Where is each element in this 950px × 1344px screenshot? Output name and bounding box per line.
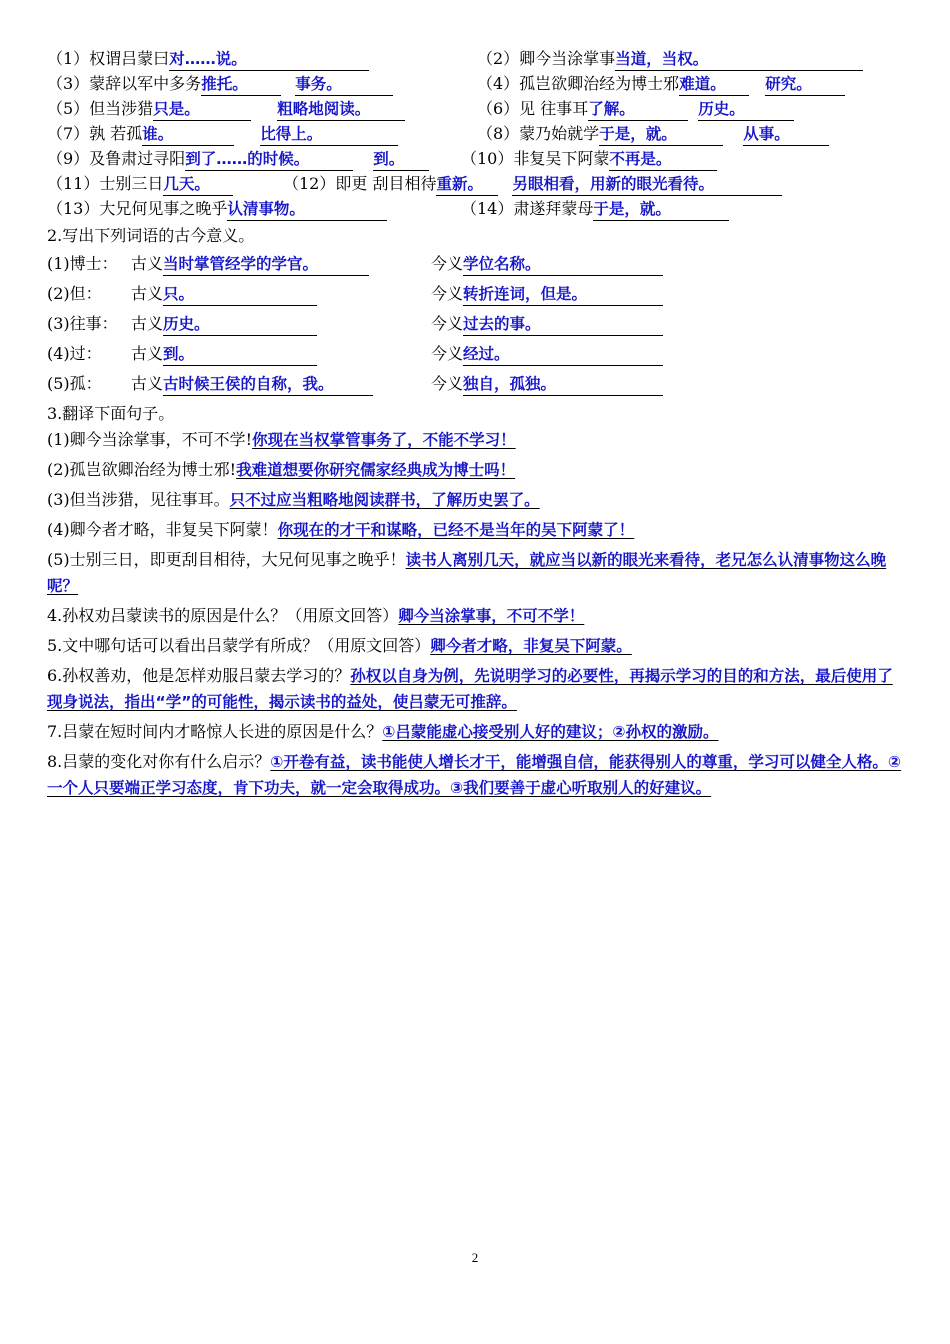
answer-blank: 推托。: [201, 74, 281, 96]
question-answer: ①开卷有益，读书能使人增长才干，能增强自信，能获得别人的尊重，学习可以健全人格。②一个人只要端正学习态度，肯下功夫，就一定会取得成功。③我们要善于虚心听取别人的好建议。: [47, 753, 902, 797]
explain-item: [47, 71, 393, 96]
section-ancient-modern: [47, 223, 907, 399]
question-item: [47, 603, 907, 629]
explain-row: [47, 171, 907, 196]
section-translation: [47, 401, 907, 599]
translation-answer: 我难道想要你研究儒家经典成为博士吗！: [236, 461, 516, 479]
explain-row: [47, 146, 907, 171]
explain-item: [461, 146, 717, 171]
question-answer: ①吕蒙能虚心接受别人好的建议；②孙权的激励。: [382, 723, 719, 741]
meaning-row: [47, 339, 907, 369]
modern-meaning: 经过。: [463, 344, 663, 366]
word-label: (3)往事：: [47, 314, 118, 333]
ancient-meaning: 当时掌管经学的学官。: [163, 254, 369, 276]
question-text: （4）孤岂欲卿治经为博士邪: [477, 74, 680, 93]
explain-item: [283, 171, 782, 196]
answer-blank: 于是，就。: [599, 124, 723, 146]
ancient-label: 古义: [131, 284, 164, 303]
modern-meaning: 独自，孤独。: [463, 374, 663, 396]
modern-meaning: 转折连词，但是。: [463, 284, 663, 306]
page-number: 2: [471, 1250, 479, 1265]
question-item: [47, 633, 907, 659]
answer-blank: 到。: [373, 149, 429, 171]
answer-blank: 粗略地阅读。: [277, 99, 405, 121]
question-text: 5.文中哪句话可以看出吕蒙学有所成？（用原文回答）: [47, 636, 431, 655]
answer-blank: 从事。: [743, 124, 829, 146]
explain-item: [47, 121, 398, 146]
question-item: [47, 719, 907, 745]
answer-blank: 事务。: [295, 74, 393, 96]
question-text: （1）权谓吕蒙曰: [47, 49, 170, 68]
word-label: (2)但：: [47, 284, 102, 303]
question-text: （8）蒙乃始就学: [477, 124, 600, 143]
translation-item: [47, 517, 907, 543]
section-questions: [47, 603, 907, 801]
question-text: 8.吕蒙的变化对你有什么启示？: [47, 752, 271, 771]
meaning-row: [47, 309, 907, 339]
explain-item: [47, 96, 405, 121]
answer-blank: 谁。: [142, 124, 234, 146]
explain-item: [477, 71, 845, 96]
question-text: （3）蒙辞以军中多务: [47, 74, 202, 93]
explain-row: [47, 96, 907, 121]
ancient-label: 古义: [131, 254, 164, 273]
question-item: [47, 749, 907, 801]
explain-item: [477, 96, 794, 121]
question-text: （10）非复吴下阿蒙: [461, 149, 610, 168]
explain-row: [47, 196, 907, 221]
ancient-meaning: 只。: [163, 284, 317, 306]
sentence: (1)卿今当涂掌事，不可不学!: [47, 430, 253, 449]
modern-meaning: 学位名称。: [463, 254, 663, 276]
answer-blank: 对……说。: [169, 49, 369, 71]
explain-item: [461, 196, 729, 221]
ancient-meaning: 到。: [163, 344, 317, 366]
explain-row: [47, 121, 907, 146]
ancient-meaning: 历史。: [163, 314, 317, 336]
sentence: (5)士别三日，即更刮目相待，大兄何见事之晚乎！: [47, 550, 406, 569]
sentence: (3)但当涉猎，见往事耳。: [47, 490, 230, 509]
explain-row: [47, 71, 907, 96]
explain-row: [47, 46, 907, 71]
translation-item: [47, 457, 907, 483]
question-text: （5）但当涉猎: [47, 99, 154, 118]
explain-item: [47, 171, 233, 196]
answer-blank: 不再是。: [609, 149, 717, 171]
answer-blank: 了解。: [588, 99, 688, 121]
answer-blank: 重新。: [436, 174, 498, 196]
ancient-meaning: 古时候王侯的自称，我。: [163, 374, 373, 396]
answer-blank: 比得上。: [260, 124, 398, 146]
ancient-label: 古义: [131, 374, 164, 393]
sentence: (2)孤岂欲卿治经为博士邪!: [47, 460, 237, 479]
question-text: 7.吕蒙在短时间内才略惊人长进的原因是什么？: [47, 722, 383, 741]
answer-blank: 几天。: [163, 174, 233, 196]
translation-item: [47, 547, 907, 599]
translation-answer: 你现在的才干和谋略，已经不是当年的吴下阿蒙了！: [277, 521, 635, 539]
meaning-row: [47, 279, 907, 309]
answer-blank: 难道。: [679, 74, 749, 96]
question-text: （11）士别三日: [47, 174, 164, 193]
modern-label: 今义: [431, 314, 464, 333]
translation-item: [47, 487, 907, 513]
question-text: （12）即更 刮目相待: [283, 174, 437, 193]
answer-blank: 另眼相看，用新的眼光看待。: [512, 174, 782, 196]
section-title: 3.翻译下面句子。: [47, 404, 175, 423]
meaning-row: [47, 249, 907, 279]
modern-meaning: 过去的事。: [463, 314, 663, 336]
word-label: (4)过：: [47, 344, 102, 363]
answer-blank: 认清事物。: [227, 199, 387, 221]
question-text: （7）孰 若孤: [47, 124, 143, 143]
question-text: （9）及鲁肃过寻阳: [47, 149, 186, 168]
explain-item: [47, 196, 387, 221]
question-text: （2）卿今当涂掌事: [477, 49, 616, 68]
answer-blank: 于是，就。: [593, 199, 729, 221]
worksheet-page: [47, 46, 907, 805]
modern-label: 今义: [431, 284, 464, 303]
translation-answer: 你现在当权掌管事务了，不能不学习！: [252, 431, 516, 449]
sentence: (4)卿今者才略，非复吴下阿蒙！: [47, 520, 278, 539]
answer-blank: 研究。: [765, 74, 845, 96]
question-answer: 孙权以自身为例，先说明学习的必要性，再揭示学习的目的和方法，最后使用了现身说法，指出“学”的可能性，揭示读书的益处，使吕蒙无可推辞。: [47, 667, 893, 711]
question-answer: 卿今者才略，非复吴下阿蒙。: [430, 637, 632, 655]
ancient-label: 古义: [131, 344, 164, 363]
word-label: (5)孤：: [47, 374, 102, 393]
translation-answer: 只不过应当粗略地阅读群书，了解历史罢了。: [229, 491, 540, 509]
answer-blank: 历史。: [698, 99, 794, 121]
explain-item: [47, 146, 429, 171]
explain-item: [47, 46, 369, 71]
question-item: [47, 663, 907, 715]
ancient-label: 古义: [131, 314, 164, 333]
modern-label: 今义: [431, 254, 464, 273]
answer-blank: 到了……的时候。: [185, 149, 353, 171]
question-text: （13）大兄何见事之晚乎: [47, 199, 228, 218]
question-answer: 卿今当涂掌事，不可不学！: [398, 607, 585, 625]
question-text: 6.孙权善劝，他是怎样劝服吕蒙去学习的？: [47, 666, 351, 685]
meaning-row: [47, 369, 907, 399]
section-word-explanations: [47, 46, 907, 221]
section-title: 2.写出下列词语的古今意义。: [47, 226, 255, 245]
question-text: （14）肃遂拜蒙母: [461, 199, 594, 218]
question-text: （6）见 往事耳: [477, 99, 589, 118]
explain-item: [477, 46, 863, 71]
modern-label: 今义: [431, 374, 464, 393]
translation-item: [47, 427, 907, 453]
answer-blank: 只是。: [153, 99, 251, 121]
explain-item: [477, 121, 829, 146]
word-label: (1)博士：: [47, 254, 118, 273]
translation-answer: 读书人离别几天，就应当以新的眼光来看待，老兄怎么认清事物这么晚呢？: [47, 551, 887, 595]
modern-label: 今义: [431, 344, 464, 363]
question-text: 4.孙权劝吕蒙读书的原因是什么？（用原文回答）: [47, 606, 399, 625]
answer-blank: 当道，当权。: [615, 49, 863, 71]
